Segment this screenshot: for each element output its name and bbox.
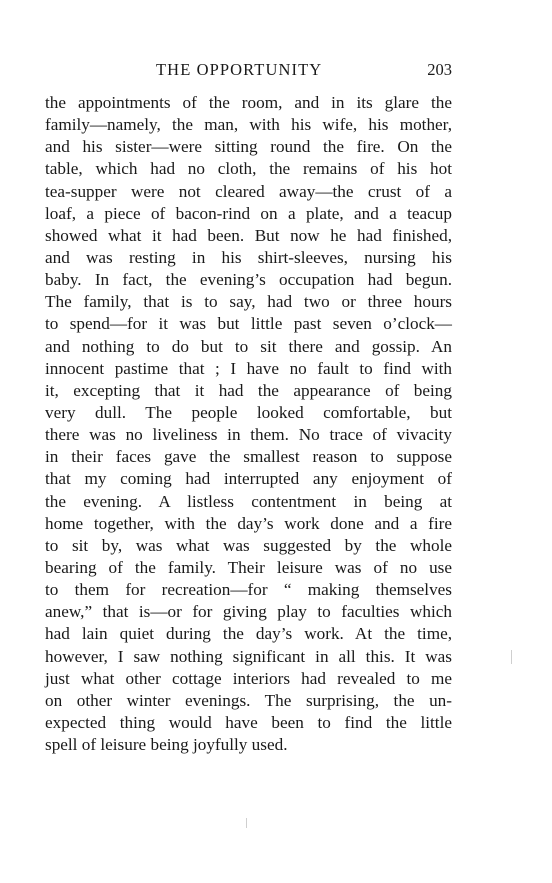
text-line: and his sister—were sitting round the fire. On the [45,137,452,157]
text-line: it, excepting that it had the appearance of being [45,380,452,400]
text-line: anew,” that is—or for giving play to faculties which [45,602,452,622]
text-line: loaf, a piece of bacon-rind on a plate, and a teacup [45,203,452,223]
running-title: THE OPPORTUNITY [156,60,323,79]
text-line: the appointments of the room, and in its glare the [45,93,452,112]
body-paragraph [45,92,452,756]
text-line: table, which had no cloth, the remains of his hot [45,159,452,179]
text-line: however, I saw nothing significant in all this. It was [45,646,452,666]
text-line: the evening. A listless contentment in being at [45,491,452,511]
text-line: that my coming had interrupted any enjoyment of [45,469,452,489]
text-line: just what other cottage interiors had revealed to me [45,668,452,688]
text-line: innocent pastime that ; I have no fault to find with [45,358,452,378]
text-line: there was no liveliness in them. No trace of vivacity [45,425,452,445]
text-line-last: spell of leisure being joyfully used. [45,735,288,755]
text-line: expected thing would have been to find the little [45,712,452,732]
text-line: to spend—for it was but little past seven o’clock— [45,314,452,334]
text-line: very dull. The people looked comfortable, but [45,402,452,422]
text-line: in their faces gave the smallest reason to suppose [45,447,452,467]
text-line: baby. In fact, the evening’s occupation had begun. [45,270,452,290]
text-line: home together, with the day’s work done and a fire [45,513,452,533]
text-line: to them for recreation—for “ making themselves [45,580,452,600]
text-line: had lain quiet during the day’s work. At the time, [45,624,452,644]
paper-speck [511,650,512,664]
page-number: 203 [427,60,452,79]
running-head [45,60,452,82]
text-line: family—namely, the man, with his wife, his mother, [45,115,452,135]
text-line: tea-supper were not cleared away—the crust of a [45,181,452,201]
text-line: and was resting in his shirt-sleeves, nursing his [45,247,452,267]
text-line: and nothing to do but to sit there and gossip. An [45,336,452,356]
text-line: on other winter evenings. The surprising, the un- [45,690,452,710]
text-line: to sit by, was what was suggested by the whole [45,535,452,555]
paper-speck [246,818,247,828]
text-line: showed what it had been. But now he had finished, [45,225,452,245]
text-line: The family, that is to say, had two or three hours [45,292,452,312]
text-line: bearing of the family. Their leisure was of no use [45,557,452,577]
